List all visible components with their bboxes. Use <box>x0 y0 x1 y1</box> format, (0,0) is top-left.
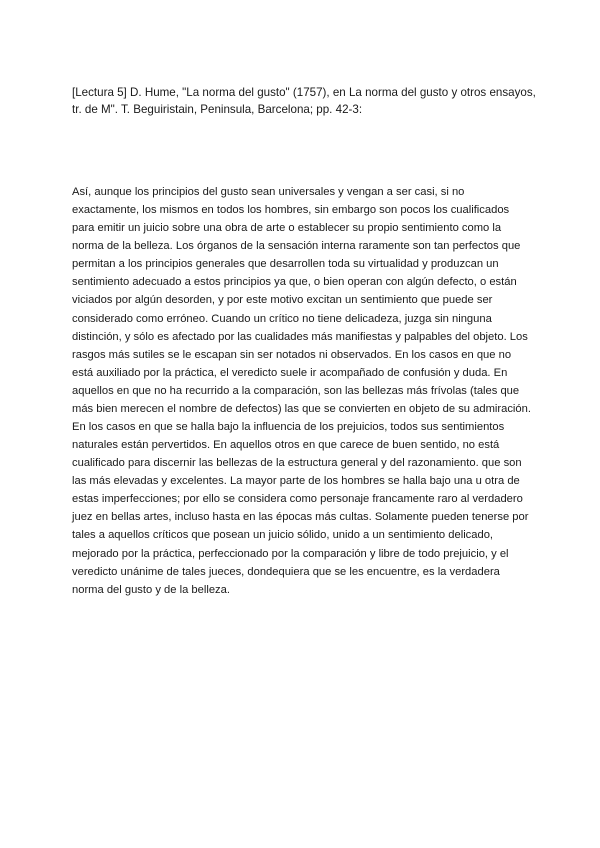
paragraph-line: mejorado por la práctica, perfeccionado por la comparación y libre de todo prejuicio, y el <box>72 547 509 560</box>
citation-line: tr. de M". T. Beguiristain, Peninsula, Barcelona; pp. 42-3: <box>72 103 363 117</box>
paragraph-line: norma de la belleza. Los órganos de la sensación interna raramente son tan perfectos que <box>72 240 521 253</box>
paragraph-line: En los casos en que se halla bajo la influencia de los prejuicios, todos sus sentimientos <box>72 421 505 434</box>
paragraph-line: permitan a los principios generales que desarrollen toda su virtualidad y produzcan un <box>72 258 499 271</box>
paragraph-line: estas imperfecciones; por ello se considera como personaje francamente raro al verdadero <box>72 493 523 506</box>
paragraph-line: cualificado para discernir las bellezas de la estructura general y del razonamiento. que son <box>72 457 522 470</box>
paragraph-line: naturales están pervertidos. En aquellos otros en que carece de buen sentido, no está <box>72 439 500 452</box>
citation-line: [Lectura 5] D. Hume, "La norma del gusto" (1757), en La norma del gusto y otros ensayos, <box>72 86 536 99</box>
paragraph-line: sentimiento adecuado a estos principios ya que, o bien operan con algún defecto, o están <box>72 276 517 289</box>
paragraph-line: veredicto unánime de tales jueces, dondequiera que se les encuentre, es la verdadera <box>72 565 500 578</box>
paragraph-line: está auxiliado por la práctica, el veredicto suele ir acompañado de confusión y duda. En <box>72 366 508 379</box>
paragraph-line: distinción, y sólo es afectado por las cualidades más manifiestas y palpables del objeto. Los <box>72 330 528 343</box>
quoted-paragraph <box>72 183 548 599</box>
paragraph-line: Así, aunque los principios del gusto sean universales y vengan a ser casi, si no <box>72 186 465 198</box>
paragraph-line: más bien merecen el nombre de defectos) las que se convierten en objeto de su admiración. <box>72 402 531 415</box>
paragraph-line: rasgos más sutiles se le escapan sin ser notados ni observados. En los casos en que no <box>72 348 512 361</box>
paragraph-line: aquellos en que no ha recurrido a la comparación, son las bellezas más frívolas (tales que <box>72 384 520 397</box>
paragraph-line: las más elevadas y excelentes. La mayor parte de los hombres se halla bajo una u otra de <box>72 475 520 488</box>
paragraph-line: tales a aquellos críticos que posean un juicio sólido, unido a un sentimiento delicado, <box>72 529 494 542</box>
citation-header <box>72 84 542 119</box>
paragraph-line: para emitir un juicio sobre una obra de arte o establecer su propio sentimiento como la <box>72 222 502 235</box>
paragraph-line: exactamente, los mismos en todos los hombres, sin embargo son pocos los cualificados <box>72 204 510 217</box>
paragraph-line: juez en bellas artes, incluso hasta en las épocas más cultas. Solamente pueden tenerse por <box>72 511 529 524</box>
paragraph-line: considerado como erróneo. Cuando un crítico no tiene delicadeza, juzga sin ninguna <box>72 312 492 325</box>
paragraph-line: norma del gusto y de la belleza. <box>72 583 230 596</box>
paragraph-line: viciados por algún desorden, y por este motivo excitan un sentimiento que puede ser <box>72 294 493 307</box>
